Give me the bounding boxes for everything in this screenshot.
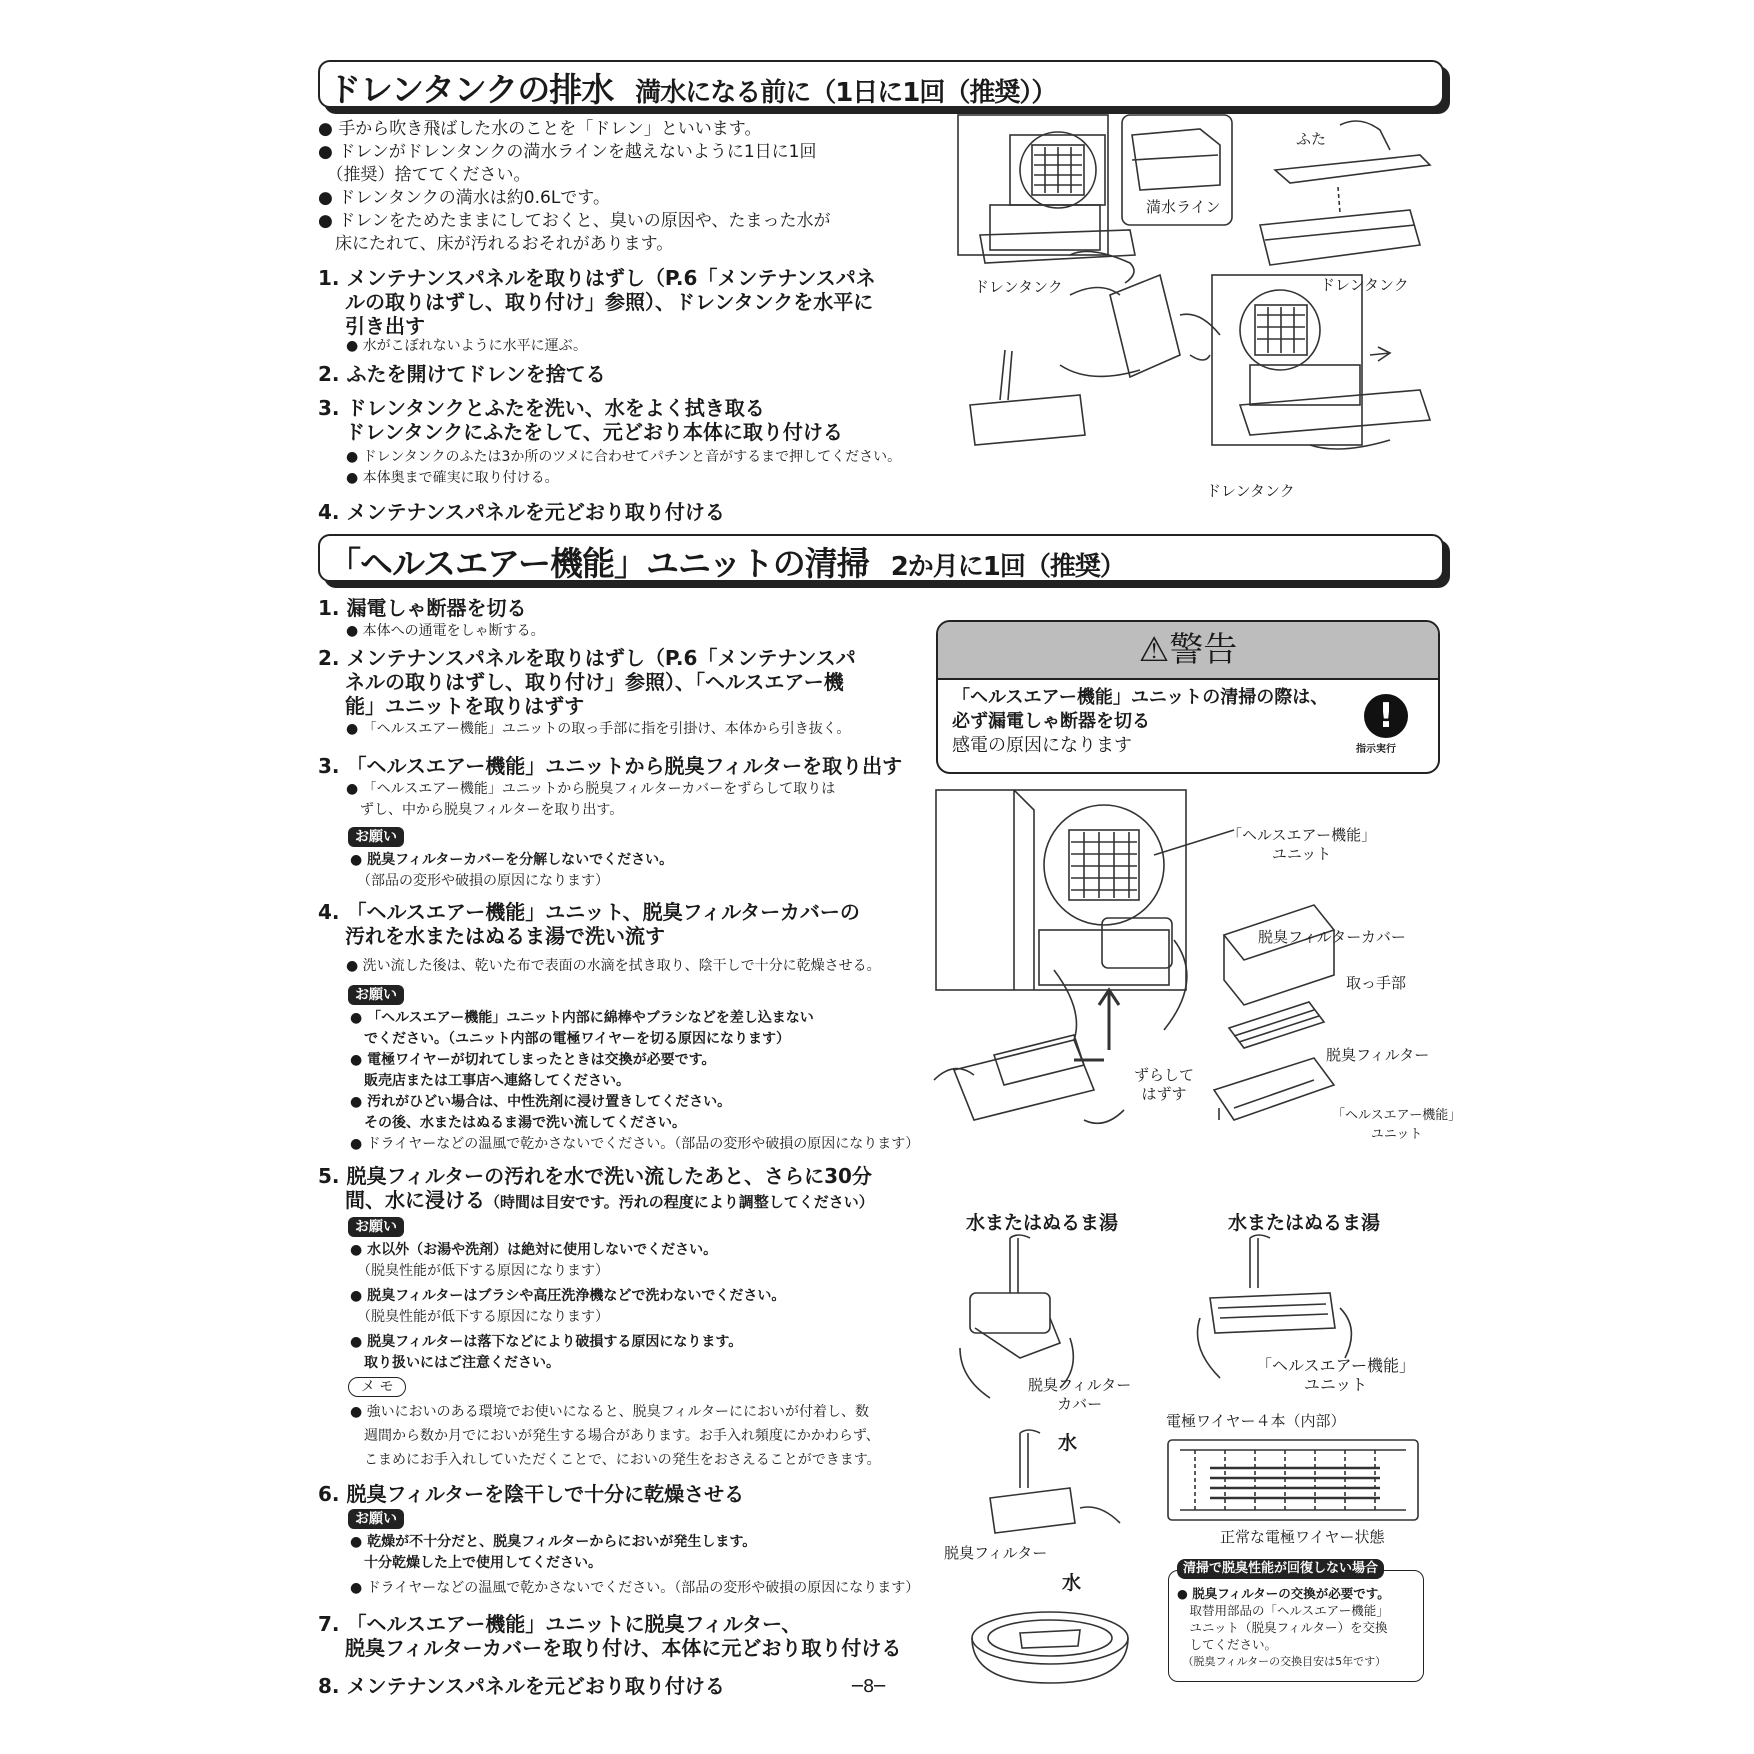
s2-step2-note: ● 「ヘルスエアー機能」ユニットの取っ手部に指を引掛け、本体から引き抜く。 bbox=[346, 721, 851, 737]
s2-step2-line: 2. メンテナンスパネルを取りはずし（P.6「メンテナンスパ bbox=[318, 646, 856, 670]
label-unit-line: 「ヘルスエアー機能」 bbox=[1227, 826, 1377, 844]
label-slide bbox=[1134, 1066, 1194, 1104]
onegai-item: （脱臭性能が低下する原因になります） bbox=[350, 1263, 609, 1279]
s2-step4-note: ● 洗い流した後は、乾いた布で表面の水滴を拭き取り、陰干しで十分に乾燥させる。 bbox=[346, 958, 881, 974]
s1-bullet: ● ドレンタンクの満水は約0.6Lです。 bbox=[318, 188, 610, 208]
s2-step1-note: ● 本体への通電をしゃ断する。 bbox=[346, 623, 545, 639]
onegai-item: ● 脱臭フィルターカバーを分解しないでください。 bbox=[350, 852, 674, 868]
memo-tag bbox=[348, 1376, 406, 1397]
s2-step1: 1. 漏電しゃ断器を切る bbox=[318, 596, 527, 620]
s1-bullet: ● 手から吹き飛ばした水のことを「ドレン」といいます。 bbox=[318, 119, 762, 139]
label-filter: 脱臭フィルター bbox=[1326, 1046, 1430, 1064]
memo-tag-label: メ モ bbox=[348, 1377, 406, 1397]
recovery-line: 取替用部品の「ヘルスエアー機能」 bbox=[1177, 1603, 1389, 1618]
page-number: ─8─ bbox=[852, 1676, 886, 1697]
label-mizu: 水 bbox=[1058, 1432, 1078, 1454]
s1-bullet: （推奨）捨ててください。 bbox=[318, 165, 531, 185]
label-unit2-line: 「ヘルスエアー機能」 bbox=[1332, 1108, 1462, 1123]
onegai-tag bbox=[348, 1508, 404, 1529]
s1-step1 bbox=[318, 266, 876, 338]
onegai-item: ● ドライヤーなどの温風で乾かさないでください。（部品の変形や破損の原因になります） bbox=[350, 1580, 920, 1596]
label-drain-tank: ドレンタンク bbox=[1320, 276, 1409, 294]
label-filter-cover: 脱臭フィルターカバー bbox=[1258, 928, 1406, 946]
s2-step5-line: 間、水に浸ける bbox=[318, 1188, 485, 1212]
onegai-tag-label: お願い bbox=[348, 827, 404, 847]
label-wire-ok: 正常な電極ワイヤー状態 bbox=[1220, 1528, 1385, 1546]
onegai-tag-label: お願い bbox=[348, 1217, 404, 1237]
s1-step4: 4. メンテナンスパネルを元どおり取り付ける bbox=[318, 500, 725, 524]
section2-subtitle: 2か月に1回（推奨） bbox=[890, 552, 1125, 582]
s2-step4-onegai bbox=[350, 1008, 919, 1155]
recovery-line: ● 脱臭フィルターの交換が必要です。 bbox=[1177, 1586, 1390, 1601]
s1-step3-notes bbox=[346, 447, 901, 489]
onegai-item: でください。（ユニット内部の電極ワイヤーを切る原因になります） bbox=[350, 1031, 791, 1047]
warning-triangle-icon: ⚠ bbox=[1138, 630, 1170, 670]
s2-step5-line: 5. 脱臭フィルターの汚れを水で洗い流したあと、さらに30分 bbox=[318, 1164, 872, 1188]
s1-step1-line: ルの取りはずし、取り付け」参照）、ドレンタンクを水平に bbox=[318, 290, 874, 314]
label-cover bbox=[1028, 1376, 1131, 1414]
onegai-item: （部品の変形や破損の原因になります） bbox=[350, 873, 609, 889]
label-unit2-line: ユニット bbox=[1370, 1127, 1423, 1142]
recovery-line: してください。 bbox=[1177, 1637, 1278, 1652]
memo-text bbox=[350, 1400, 881, 1472]
memo-line: ● 強いにおいのある環境でお使いになると、脱臭フィルターににおいが付着し、数 bbox=[350, 1404, 869, 1420]
s2-step7-line: 脱臭フィルターカバーを取り付け、本体に元どおり取り付ける bbox=[318, 1636, 902, 1660]
section2-header bbox=[318, 534, 1444, 582]
memo-line: 週間から数か月でにおいが発生する場合があります。お手入れ頻度にかかわらず、 bbox=[350, 1428, 880, 1444]
onegai-item: ● 水以外（お湯や洗剤）は絶対に使用しないでください。 bbox=[350, 1242, 718, 1258]
label-water2: 水またはぬるま湯 bbox=[1228, 1212, 1381, 1234]
s2-step2-line: 能」ユニットを取りはずす bbox=[318, 694, 585, 718]
s2-step2-line: ネルの取りはずし、取り付け」参照）、「ヘルスエアー機 bbox=[318, 670, 844, 694]
s2-step3: 3. 「ヘルスエアー機能」ユニットから脱臭フィルターを取り出す bbox=[318, 754, 903, 778]
s1-step1-line: 引き出す bbox=[318, 314, 425, 338]
onegai-item: ● 脱臭フィルターはブラシや高圧洗浄機などで洗わないでください。 bbox=[350, 1288, 786, 1304]
s2-step7 bbox=[318, 1612, 901, 1660]
onegai-item: ● 電極ワイヤーが切れてしまったときは交換が必要です。 bbox=[350, 1052, 716, 1068]
label-unit3-line: 「ヘルスエアー機能」 bbox=[1256, 1356, 1416, 1375]
recovery-box bbox=[1168, 1561, 1424, 1682]
label-wire: 電極ワイヤー４本（内部） bbox=[1166, 1412, 1346, 1430]
label-unit3-line: ユニット bbox=[1303, 1375, 1368, 1394]
onegai-item: 十分乾燥した上で使用してください。 bbox=[350, 1555, 602, 1571]
section1-subtitle: 満水になる前に（1日に1回（推奨）） bbox=[635, 78, 1057, 108]
label-unit bbox=[1227, 826, 1376, 864]
s2-step4-line: 4. 「ヘルスエアー機能」ユニット、脱臭フィルターカバーの bbox=[318, 900, 860, 924]
s2-step3-note: ずし、中から脱臭フィルターを取り出す。 bbox=[346, 802, 624, 818]
warning-title: 警告 bbox=[1169, 630, 1238, 670]
label-slide-line: ずらして bbox=[1134, 1066, 1195, 1084]
onegai-tag bbox=[348, 984, 404, 1005]
onegai-item: （脱臭性能が低下する原因になります） bbox=[350, 1309, 609, 1325]
s2-step3-note: ● 「ヘルスエアー機能」ユニットから脱臭フィルターカバーをずらして取りは bbox=[346, 781, 836, 797]
label-slide-line: はずす bbox=[1141, 1085, 1187, 1103]
label-mizu: 水 bbox=[1062, 1572, 1082, 1594]
onegai-item: ● ドライヤーなどの温風で乾かさないでください。（部品の変形や破損の原因になります） bbox=[350, 1136, 920, 1152]
label-unit3 bbox=[1256, 1356, 1415, 1394]
drain-tank-illustration bbox=[950, 115, 1440, 505]
s2-step4-line: 汚れを水またはぬるま湯で洗い流す bbox=[318, 924, 665, 948]
label-unit-line: ユニット bbox=[1271, 845, 1332, 863]
warning-line: 感電の原因になります bbox=[952, 735, 1132, 756]
onegai-item: ● 「ヘルスエアー機能」ユニット内部に綿棒やブラシなどを差し込まない bbox=[350, 1010, 814, 1026]
onegai-tag-label: お願い bbox=[348, 985, 404, 1005]
label-handle: 取っ手部 bbox=[1346, 974, 1407, 992]
instruction-badge: 指示実行 bbox=[1356, 744, 1396, 755]
label-mansui: 満水ライン bbox=[1146, 198, 1221, 216]
section1-title: ドレンタンクの排水 bbox=[328, 70, 614, 109]
warning-header bbox=[938, 622, 1438, 680]
onegai-item: ● 汚れがひどい場合は、中性洗剤に浸け置きしてください。 bbox=[350, 1094, 732, 1110]
onegai-tag-label: お願い bbox=[348, 1509, 404, 1529]
s2-step5-remark: （時間は目安です。汚れの程度により調整してください） bbox=[484, 1193, 874, 1211]
s1-step3-line: ドレンタンクにふたをして、元どおり本体に取り付ける bbox=[318, 420, 843, 444]
s2-step3-onegai bbox=[350, 850, 673, 892]
s1-step1-note: ● 水がこぼれないように水平に運ぶ。 bbox=[346, 338, 587, 354]
s1-step3-note: ● ドレンタンクのふたは3か所のツメに合わせてパチンと音がするまで押してください。 bbox=[346, 449, 902, 465]
label-water1: 水またはぬるま湯 bbox=[966, 1212, 1119, 1234]
label-drain-tank: ドレンタンク bbox=[1206, 482, 1295, 500]
s1-bullet-list bbox=[318, 118, 830, 256]
onegai-item: その後、水またはぬるま湯で洗い流してください。 bbox=[350, 1115, 686, 1131]
s1-step3 bbox=[318, 396, 843, 444]
s2-step5-onegai bbox=[350, 1240, 785, 1374]
recovery-line: ユニット（脱臭フィルター）を交換 bbox=[1177, 1620, 1388, 1635]
s1-step3-note: ● 本体奥まで確実に取り付ける。 bbox=[346, 470, 559, 486]
s1-step2: 2. ふたを開けてドレンを捨てる bbox=[318, 362, 606, 386]
label-cover-line: カバー bbox=[1057, 1395, 1103, 1413]
s1-bullet: 床にたれて、床が汚れるおそれがあります。 bbox=[318, 234, 674, 254]
onegai-item: 販売店または工事店へ連絡してください。 bbox=[350, 1073, 630, 1089]
onegai-item: ● 脱臭フィルターは落下などにより破損する原因になります。 bbox=[350, 1334, 743, 1350]
memo-line: こまめにお手入れしていただくことで、においの発生をおさえることができます。 bbox=[350, 1452, 881, 1468]
s1-step3-line: 3. ドレンタンクとふたを洗い、水をよく拭き取る bbox=[318, 396, 765, 420]
s2-step6: 6. 脱臭フィルターを陰干しで十分に乾燥させる bbox=[318, 1482, 745, 1506]
s1-bullet: ● ドレンがドレンタンクの満水ラインを越えないように1日に1回 bbox=[318, 142, 817, 162]
onegai-item: ● 乾燥が不十分だと、脱臭フィルターからにおいが発生します。 bbox=[350, 1534, 757, 1550]
s2-step6-onegai bbox=[350, 1532, 919, 1599]
recovery-box-title: 清掃で脱臭性能が回復しない場合 bbox=[1177, 1559, 1384, 1579]
label-cover-line: 脱臭フィルター bbox=[1028, 1376, 1132, 1394]
warning-box bbox=[936, 620, 1440, 774]
s2-step2 bbox=[318, 646, 856, 718]
s1-bullet: ● ドレンをためたままにしておくと、臭いの原因や、たまった水が bbox=[318, 211, 831, 231]
section1-header bbox=[318, 60, 1444, 108]
s1-step1-line: 1. メンテナンスパネルを取りはずし（P.6「メンテナンスパネ bbox=[318, 266, 876, 290]
exclamation-icon: ! bbox=[1364, 694, 1408, 738]
warning-line: 「ヘルスエアー機能」ユニットの清掃の際は、 bbox=[952, 687, 1329, 708]
warning-line: 必ず漏電しゃ断器を切る bbox=[952, 711, 1150, 732]
s2-step7-line: 7. 「ヘルスエアー機能」ユニットに脱臭フィルター、 bbox=[318, 1612, 802, 1636]
label-unit2 bbox=[1332, 1106, 1461, 1144]
label-filter2: 脱臭フィルター bbox=[944, 1544, 1048, 1562]
recovery-line: （脱臭フィルターの交換目安は5年です） bbox=[1177, 1655, 1387, 1668]
s2-step4 bbox=[318, 900, 860, 948]
s2-step8: 8. メンテナンスパネルを元どおり取り付ける bbox=[318, 1674, 725, 1698]
s2-step3-notes bbox=[346, 779, 835, 821]
section2-title: 「ヘルスエアー機能」ユニットの清掃 bbox=[328, 544, 869, 583]
onegai-item: 取り扱いにはご注意ください。 bbox=[350, 1355, 560, 1371]
s2-step5 bbox=[318, 1164, 874, 1214]
label-drain-tank: ドレンタンク bbox=[974, 278, 1063, 296]
label-futa: ふた bbox=[1296, 130, 1327, 148]
onegai-tag bbox=[348, 1216, 404, 1237]
onegai-tag bbox=[348, 826, 404, 847]
